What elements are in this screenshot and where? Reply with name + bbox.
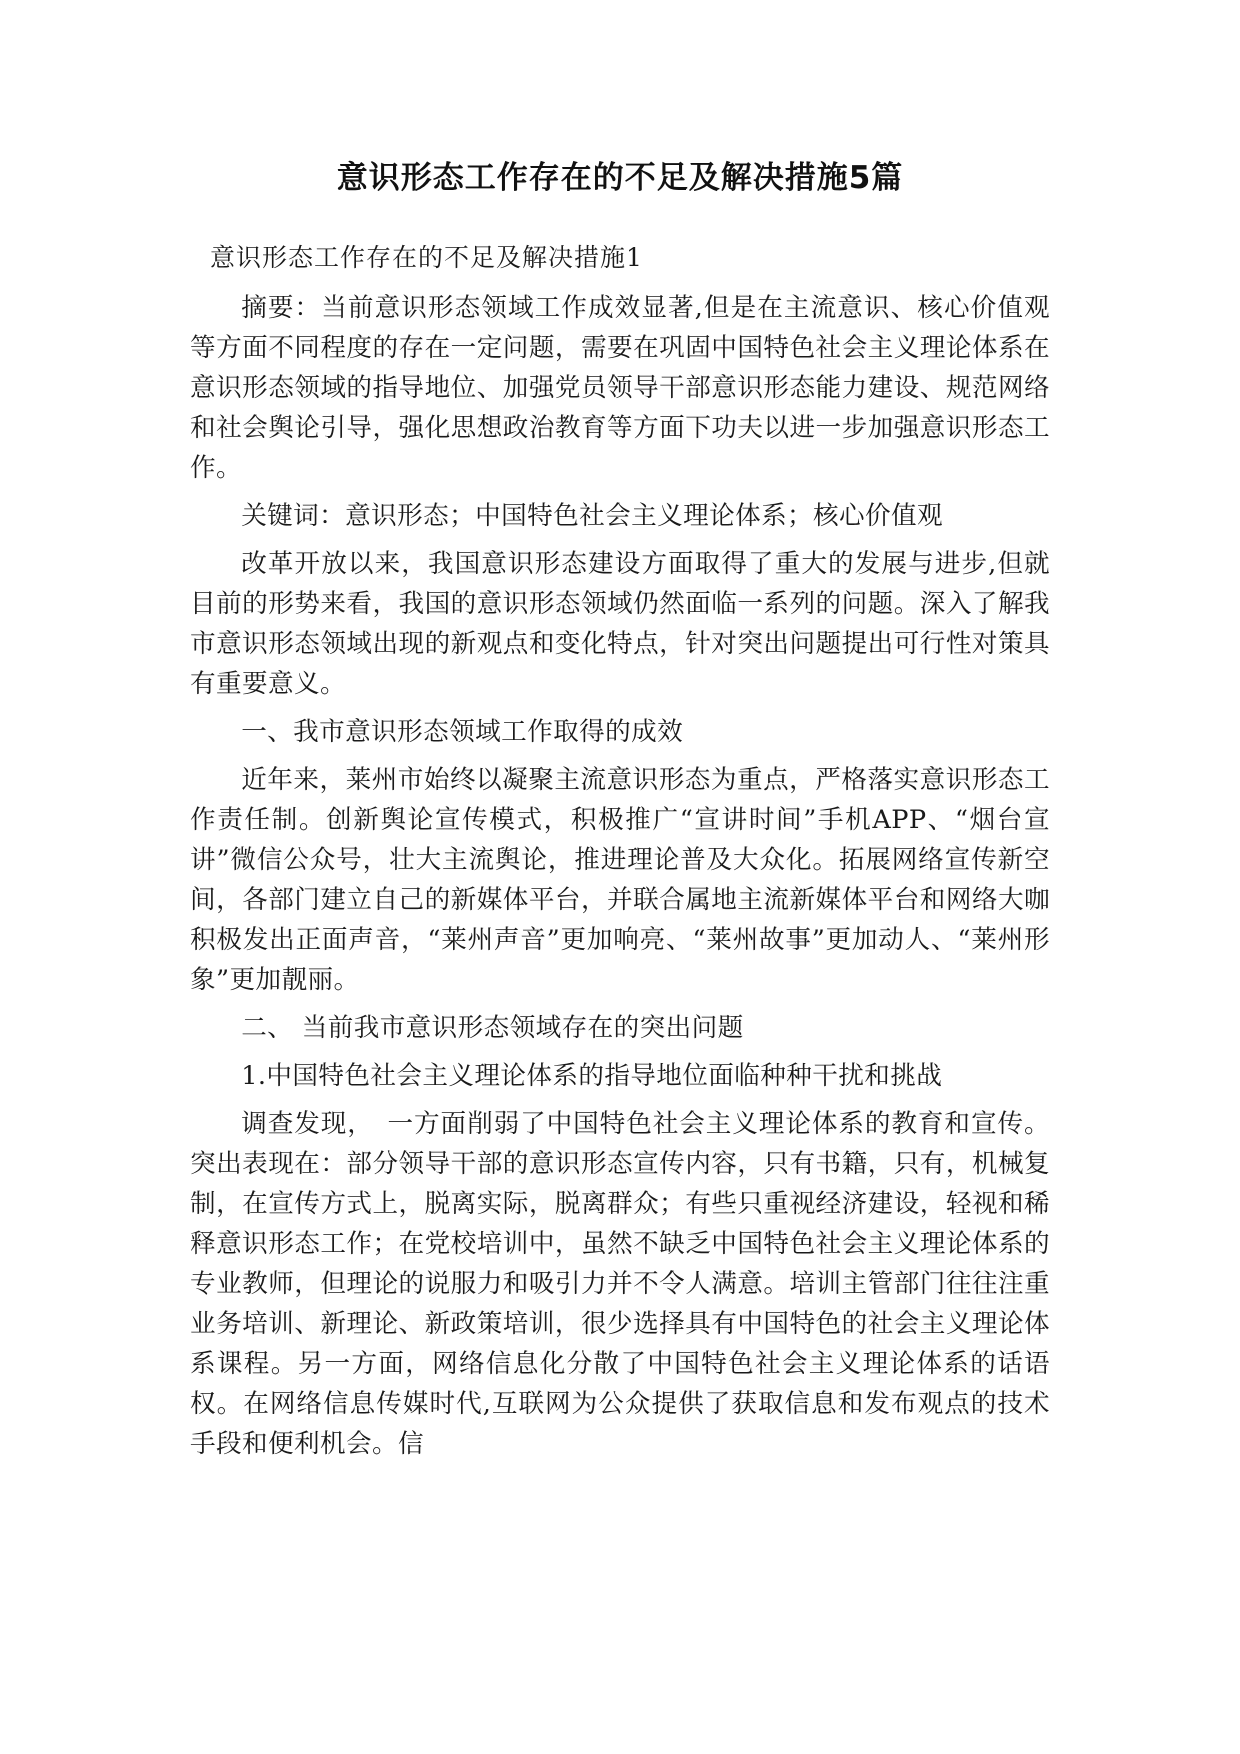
keywords-paragraph: 关键词：意识形态；中国特色社会主义理论体系；核心价值观 xyxy=(241,501,944,531)
subheading-problem-1: 1.中国特色社会主义理论体系的指导地位面临种种干扰和挑战 xyxy=(241,1061,943,1091)
section-title: 意识形态工作存在的不足及解决措施1 xyxy=(210,243,643,272)
abstract-paragraph: 摘要：当前意识形态领域工作成效显著,但是在主流意识、核心价值观等方面不同程度的存在一定问题，需要在巩固中国特色社会主义理论体系在意识形态领域的指导地位、加强党员领导干部意识形态能力建设、规范网络和社会舆论引导，强化思想政治教育等方面下功夫以进一步加强意识形态工作。 xyxy=(190,293,1050,483)
document-body xyxy=(190,238,1050,1472)
heading-achievements: 一、我市意识形态领域工作取得的成效 xyxy=(241,717,684,747)
heading-problems: 二、 当前我市意识形态领域存在的突出问题 xyxy=(241,1013,744,1043)
intro-paragraph: 改革开放以来，我国意识形态建设方面取得了重大的发展与进步,但就目前的形势来看，我国的意识形态领域仍然面临一系列的问题。深入了解我市意识形态领域出现的新观点和变化特点，针对突出问题提出可行性对策具有重要意义。 xyxy=(190,549,1050,699)
document-title: 意识形态工作存在的不足及解决措施5篇 xyxy=(336,160,904,196)
problem-1-paragraph: 调查发现， 一方面削弱了中国特色社会主义理论体系的教育和宣传。突出表现在：部分领导干部的意识形态宣传内容，只有书籍，只有，机械复制，在宣传方式上，脱离实际，脱离群众；有些只重视经济建设，轻视和稀释意识形态工作；在党校培训中，虽然不缺乏中国特色社会主义理论体系的专业教师，但理论的说服力和吸引力并不令人满意。培训主管部门往往注重业务培训、新理论、新政策培训，很少选择具有中国特色的社会主义理论体系课程。另一方面，网络信息化分散了中国特色社会主义理论体系的话语权。在网络信息传媒时代,互联网为公众提供了获取信息和发布观点的技术手段和便利机会。信 xyxy=(190,1109,1050,1459)
achievements-paragraph: 近年来，莱州市始终以凝聚主流意识形态为重点，严格落实意识形态工作责任制。创新舆论宣传模式，积极推广“宣讲时间”手机APP、“烟台宣讲”微信公众号，壮大主流舆论，推进理论普及大众化。拓展网络宣传新空间，各部门建立自己的新媒体平台，并联合属地主流新媒体平台和网络大咖积极发出正面声音，“莱州声音”更加响亮、“莱州故事”更加动人、“莱州形象”更加靓丽。 xyxy=(190,765,1050,995)
